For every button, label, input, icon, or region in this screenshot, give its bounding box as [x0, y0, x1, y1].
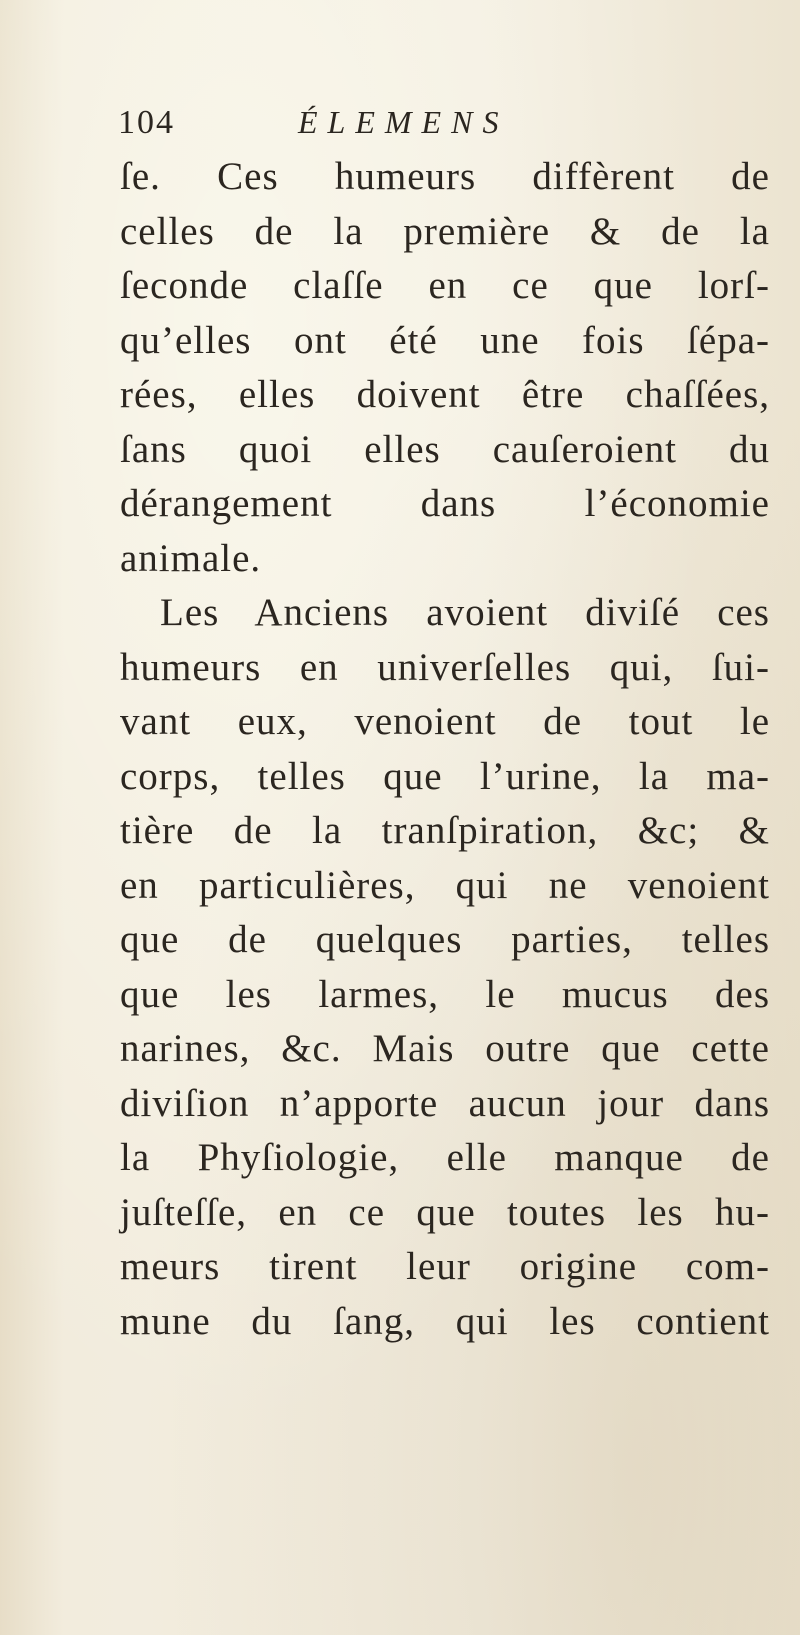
- text-line: animale.: [120, 536, 262, 580]
- text-line: qu’elles ont été une fois ſépa-: [120, 318, 770, 362]
- text-line: que les larmes, le mucus des: [120, 972, 770, 1016]
- text-line: humeurs en univerſelles qui, ſui-: [120, 645, 770, 689]
- text-line: en particulières, qui ne venoient: [120, 863, 770, 907]
- text-line: corps, telles que l’urine, la ma-: [120, 754, 770, 798]
- text-line: ſe. Ces humeurs diffèrent de: [120, 155, 770, 198]
- text-line: narines, &c. Mais outre que cette: [120, 1027, 770, 1070]
- text-line: que de quelques parties, telles: [120, 918, 770, 961]
- text-line: tière de la tranſpiration, &c; &: [120, 809, 770, 852]
- running-head: [118, 104, 678, 144]
- body-text: [120, 150, 770, 1349]
- text-line: vant eux, venoient de tout le: [120, 700, 770, 743]
- page-number: 104: [118, 104, 175, 141]
- text-line: celles de la première & de la: [120, 209, 770, 253]
- text-line: mune du ſang, qui les contient: [120, 1299, 770, 1343]
- text-line: meurs tirent leur origine com-: [120, 1245, 770, 1288]
- text-line: la Phyſiologie, elle manque de: [120, 1136, 770, 1179]
- text-line: juſteſſe, en ce que toutes les hu-: [120, 1190, 770, 1234]
- text-line: diviſion n’apporte aucun jour dans: [120, 1081, 770, 1125]
- text-line: rées, elles doivent être chaſſées,: [120, 373, 770, 416]
- text-line: ſeconde claſſe en ce que lorſ-: [120, 264, 770, 307]
- running-title: ÉLEMENS: [298, 104, 509, 140]
- text-line: dérangement dans l’économie: [120, 482, 770, 525]
- text-line: ſans quoi elles cauſeroient du: [120, 427, 770, 471]
- paragraph-start-line: Les Anciens avoient diviſé ces: [160, 591, 770, 634]
